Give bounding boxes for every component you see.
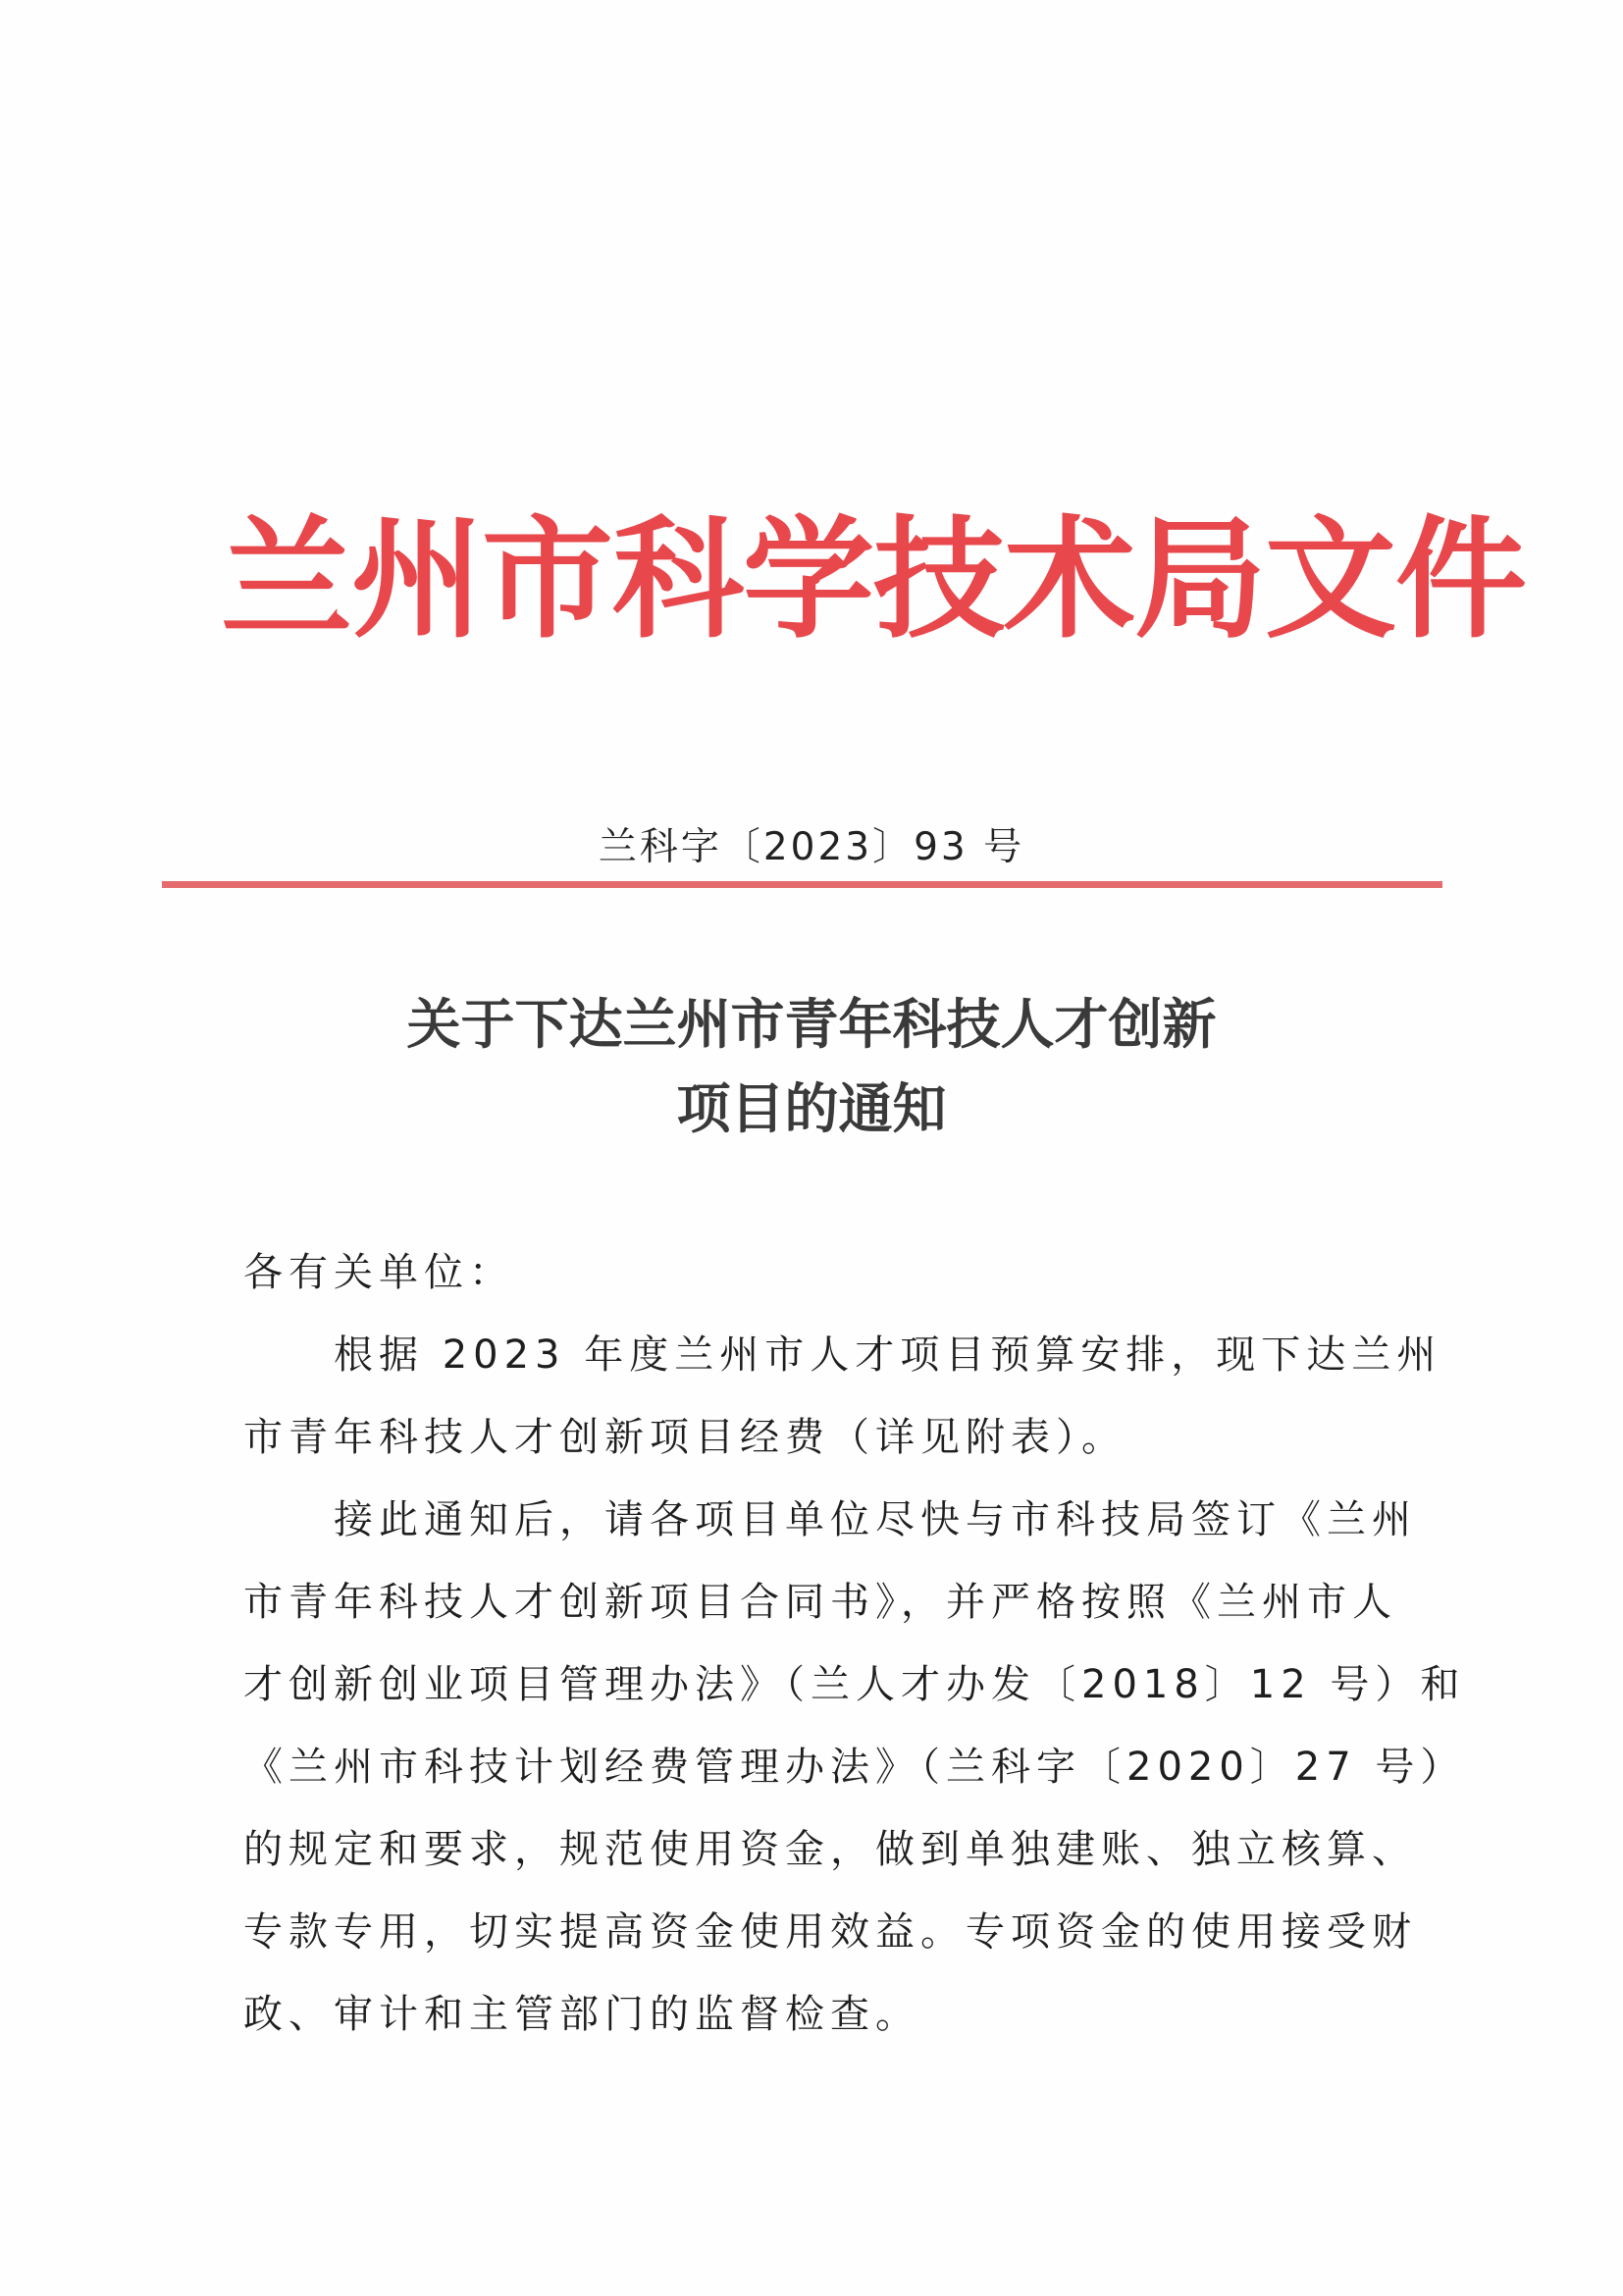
document-title-line-2: 项目的通知: [676, 1076, 947, 1140]
body-line: 《兰州市科技计划经费管理办法》（兰科字〔2020〕27 号）: [243, 1745, 1466, 1790]
body-line: 接此通知后，请各项目单位尽快与市科技局签订《兰州: [243, 1497, 1417, 1542]
salutation: 各有关单位：: [243, 1250, 514, 1295]
document-number: 兰科字〔2023〕93 号: [598, 825, 1025, 869]
body-line: 市青年科技人才创新项目合同书》，并严格按照《兰州市人: [243, 1580, 1397, 1625]
issuing-authority-header: 兰州市科学技术局文件: [221, 501, 1527, 656]
red-separator-line: [162, 881, 1442, 888]
body-line: 市青年科技人才创新项目经费（详见附表）。: [243, 1415, 1126, 1460]
body-line: 政、审计和主管部门的监督检查。: [243, 1992, 920, 2037]
body-line: 专款专用，切实提高资金使用效益。专项资金的使用接受财: [243, 1909, 1417, 1955]
body-line: 根据 2023 年度兰州市人才项目预算安排，现下达兰州: [243, 1332, 1442, 1378]
document-title-line-1: 关于下达兰州市青年科技人才创新: [406, 992, 1217, 1056]
body-line: 才创新创业项目管理办法》（兰人才办发〔2018〕12 号）和: [243, 1662, 1466, 1707]
body-line: 的规定和要求，规范使用资金，做到单独建账、独立核算、: [243, 1827, 1417, 1872]
